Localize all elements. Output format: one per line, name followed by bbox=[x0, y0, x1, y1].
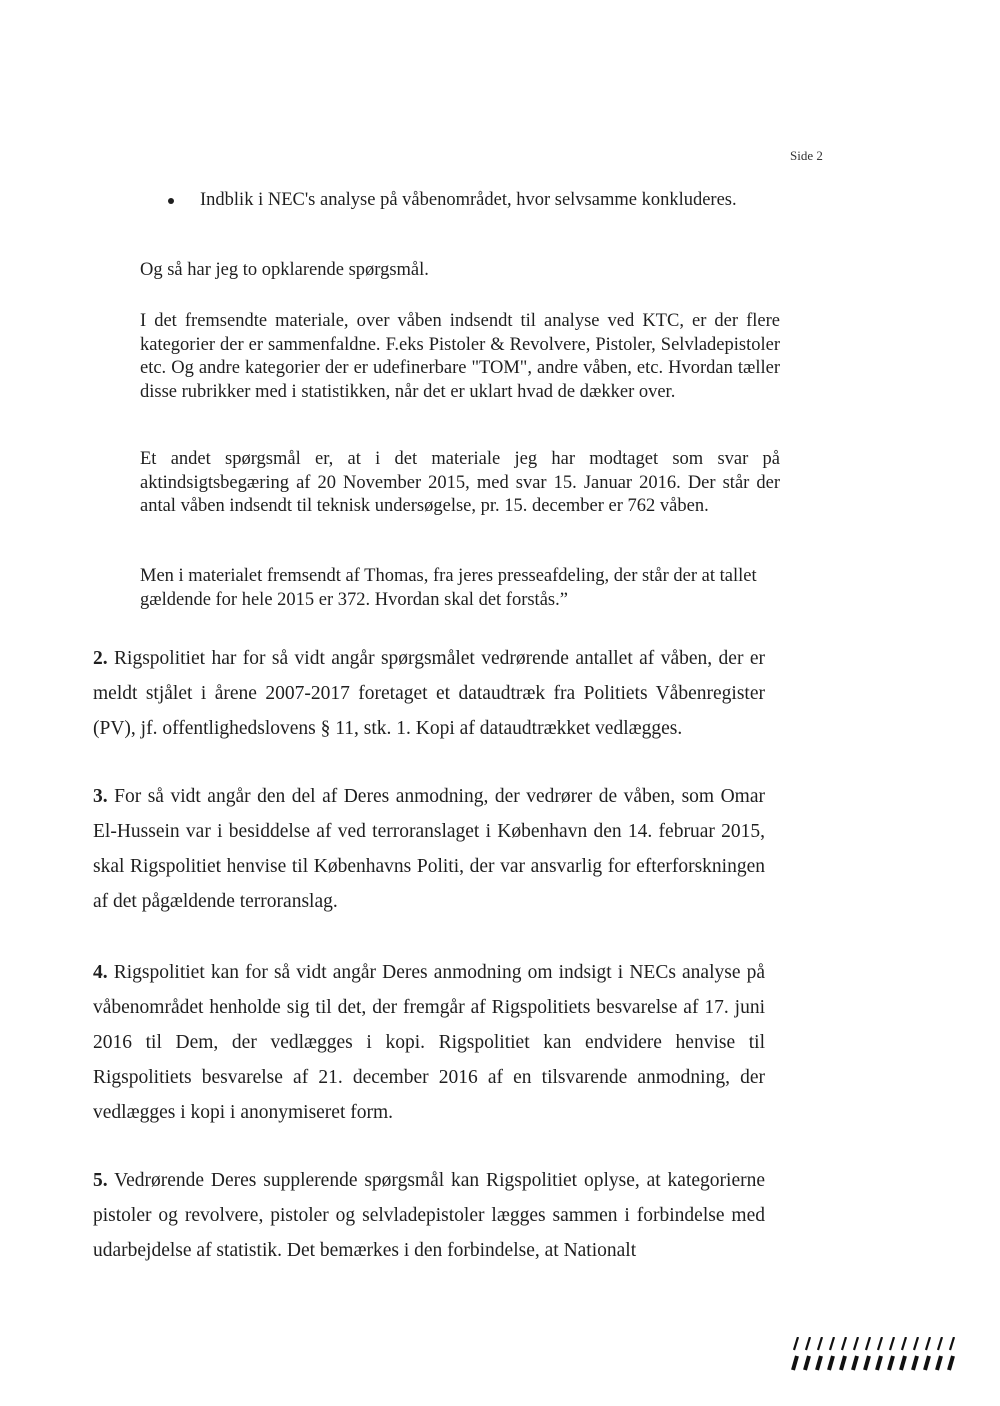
quoted-paragraph-3: Et andet spørgsmål er, at i det materiale jeg har modtaget som svar på aktindsigtsbegæring af 20 November 2015, med svar 15. Januar 2016. Der står der antal våben indsendt til teknisk undersøgelse, pr. 15. december er 762 våben. bbox=[140, 449, 780, 516]
paragraph-number: 3. bbox=[93, 786, 108, 807]
bullet-dot-icon bbox=[168, 198, 174, 204]
bullet-text: Indblik i NEC's analyse på våbenområdet, hvor selvsamme konkluderes. bbox=[200, 190, 737, 210]
bullet-item bbox=[168, 189, 778, 213]
numbered-paragraph-3 bbox=[93, 779, 765, 919]
quoted-paragraph-2: I det fremsendte materiale, over våben indsendt til analyse ved KTC, er der flere kategorier der er sammenfaldne. F.eks Pistoler & Revolvere, Pistoler, Selvladepistoler etc. Og andre kategorier der er udefinerbare "TOM", andre våben, etc. Hvordan tæller disse rubrikker med i statistikken, når det er uklart hvad de dækker over. bbox=[140, 311, 780, 402]
paragraph-text: Vedrørende Deres supplerende spørgsmål kan Rigspolitiet oplyse, at kategorierne pistoler og revolvere, pistoler og selvladepistoler lægges sammen i forbindelse med udarbejdelse af statistik. Det bemærkes i den forbindelse, at Nationalt bbox=[93, 1170, 765, 1261]
numbered-paragraph-4 bbox=[93, 955, 765, 1130]
paragraph-number: 5. bbox=[93, 1170, 108, 1191]
quoted-paragraph-1: Og så har jeg to opklarende spørgsmål. bbox=[140, 260, 429, 280]
barcode-icon bbox=[790, 1337, 960, 1371]
paragraph-number: 4. bbox=[93, 962, 108, 983]
numbered-paragraph-2 bbox=[93, 641, 765, 746]
paragraph-text: For så vidt angår den del af Deres anmodning, der vedrører de våben, som Omar El-Hussein var i besiddelse af ved terroranslaget i København den 14. februar 2015, skal Rigspolitiet henvise til Københavns Politi, der var ansvarlig for efterforskningen af det pågældende terroranslag. bbox=[93, 786, 765, 912]
numbered-paragraph-5 bbox=[93, 1163, 765, 1268]
paragraph-number: 2. bbox=[93, 648, 108, 669]
paragraph-text: Rigspolitiet kan for så vidt angår Deres anmodning om indsigt i NECs analyse på våbenområdet henholde sig til det, der fremgår af Rigspolitiets besvarelse af 17. juni 2016 til Dem, der vedlægges i kopi. Rigspolitiet kan endvidere henvise til Rigspolitiets besvarelse af 21. december 2016 af en tilsvarende anmodning, der vedlægges i kopi i anonymiseret form. bbox=[93, 962, 766, 1123]
quoted-paragraph-4: Men i materialet fremsendt af Thomas, fra jeres presseafdeling, der står der at tallet gældende for hele 2015 er 372. Hvordan skal det forstås.” bbox=[140, 566, 757, 610]
page-number: Side 2 bbox=[790, 148, 823, 163]
paragraph-text: Rigspolitiet har for så vidt angår spørgsmålet vedrørende antallet af våben, der er meldt stjålet i årene 2007-2017 foretaget et dataudtræk fra Politiets Våbenregister (PV), jf. offentlighedslovens § 11, stk. 1. Kopi af dataudtrækket vedlægges. bbox=[93, 648, 765, 739]
